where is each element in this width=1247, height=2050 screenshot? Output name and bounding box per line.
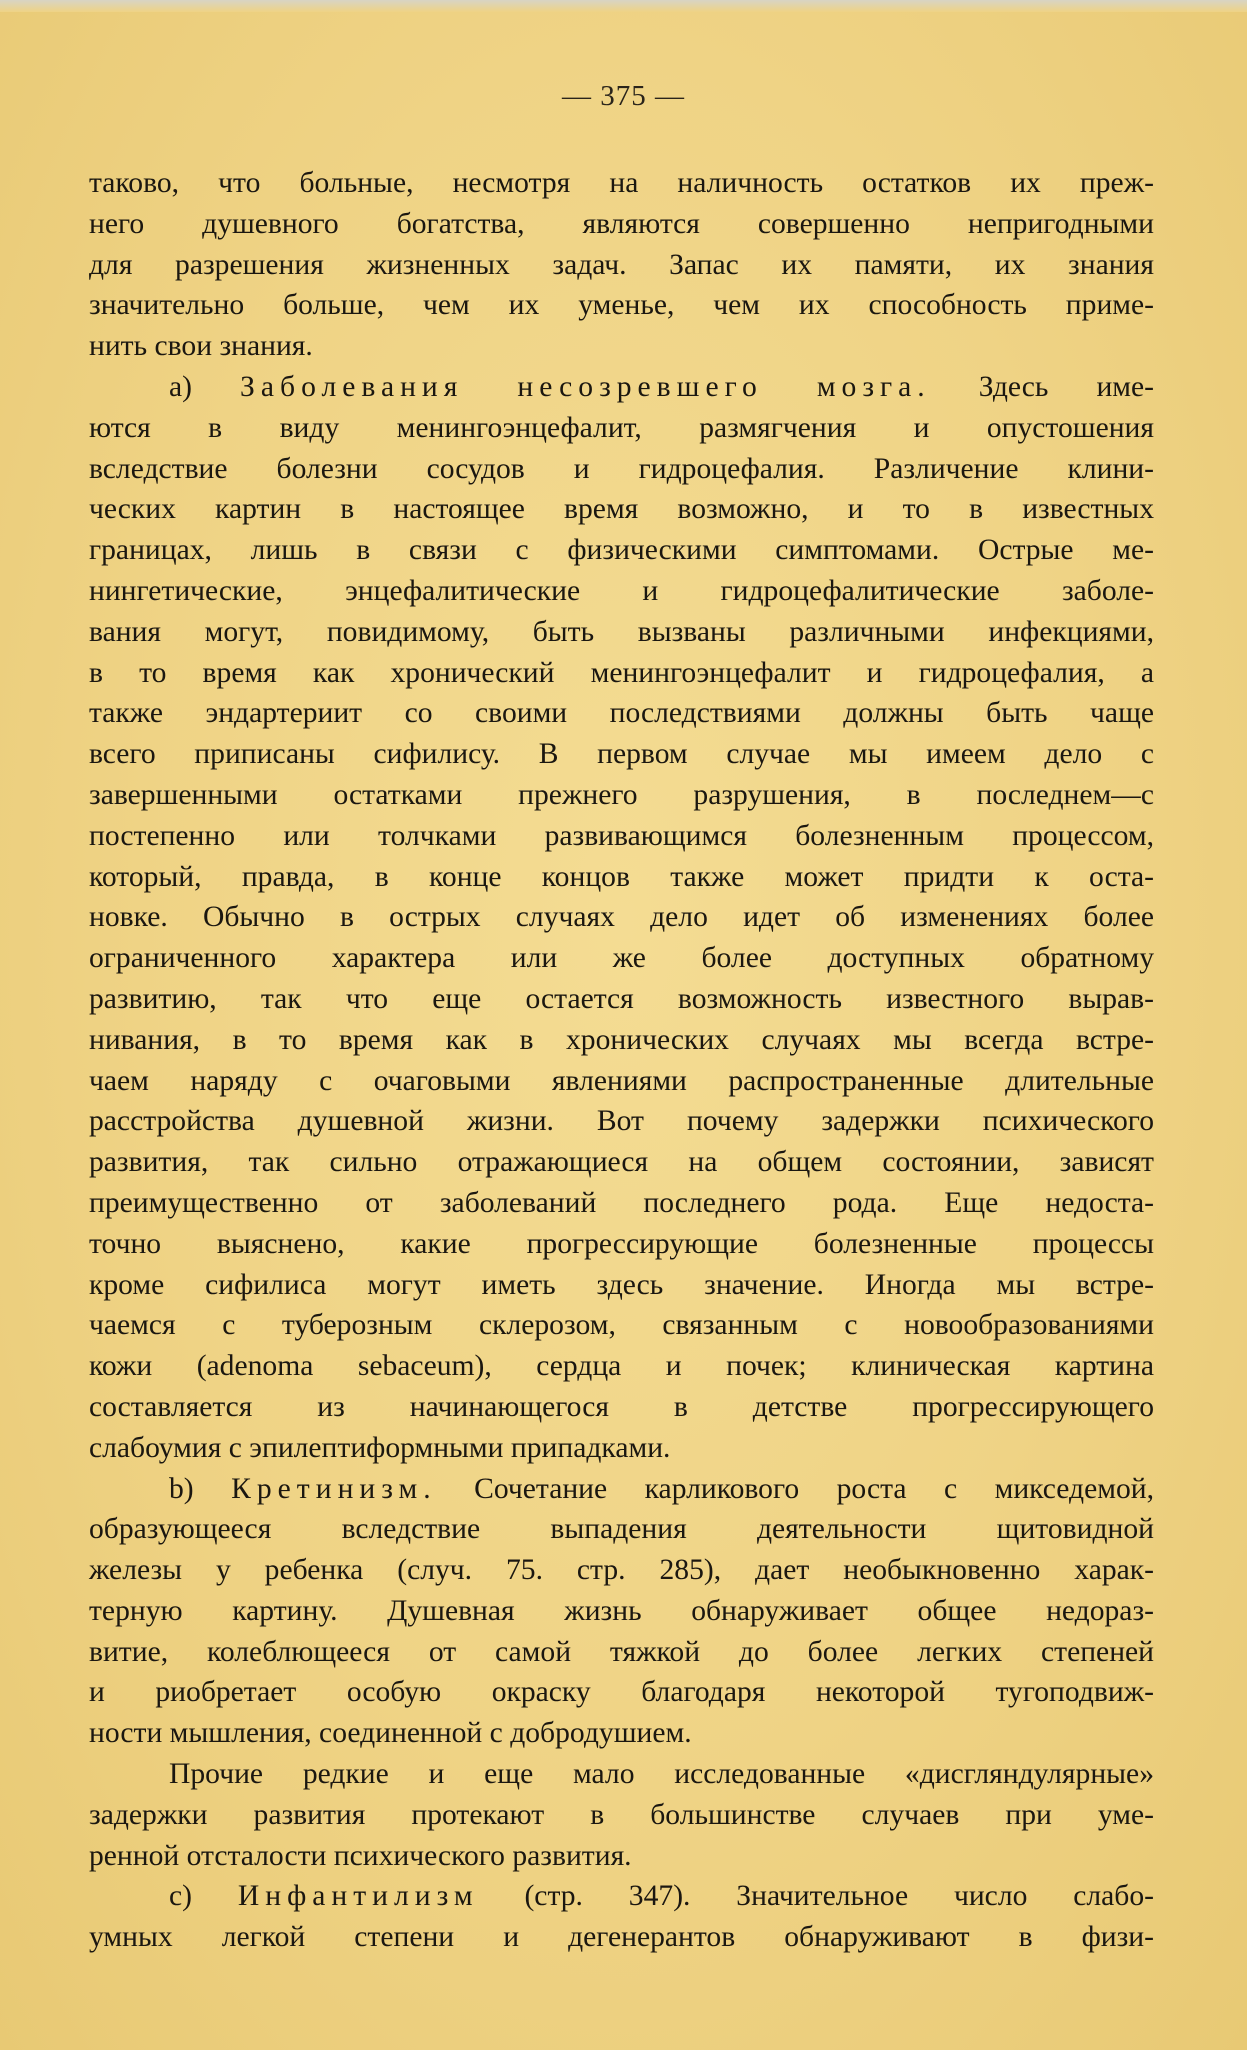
body-text: [89, 163, 1154, 1958]
text-line: в то время как хронический менингоэнцефалит и гидроцефалия, а: [89, 656, 1154, 689]
text-line: также эндартериит со своими последствиями должны быть чаще: [89, 697, 1154, 730]
section-b-heading-line: [89, 1469, 1154, 1510]
text-line: ческих картин в настоящее время возможно, и то в известных: [89, 493, 1154, 526]
text-line: который, правда, в конце концов также может придти к оста-: [89, 860, 1154, 893]
text-line: кожи (adenoma sebaceum), сердца и почек; клиническая картина: [89, 1350, 1154, 1383]
text-line: вания могут, повидимому, быть вызваны различными инфекциями,: [89, 615, 1154, 648]
text-line: развития, так сильно отражающиеся на общем состоянии, зависят: [89, 1146, 1154, 1179]
text-line: всего приписаны сифилису. В первом случае мы имеем дело с: [89, 738, 1154, 771]
text-line: чаем наряду с очаговыми явлениями распространенные длительные: [89, 1064, 1154, 1097]
section-b-text: Сочетание карликового роста с микседемой,: [436, 1472, 1154, 1505]
section-b-title: Кретинизм.: [231, 1472, 437, 1505]
text-line: витие, колеблющееся от самой тяжкой до более легких степеней: [89, 1635, 1154, 1668]
section-b-marker: b): [169, 1472, 232, 1505]
text-line: него душевного богатства, являются совершенно непригодными: [89, 207, 1154, 240]
text-line: точно выяснено, какие прогрессирующие болезненные процессы: [89, 1227, 1154, 1260]
text-line: и риобретает особую окраску благодаря некоторой тугоподвиж-: [89, 1676, 1154, 1709]
text-line: нивания, в то время как в хронических случаях мы всегда встре-: [89, 1023, 1154, 1056]
text-line: новке. Обычно в острых случаях дело идет об изменениях более: [89, 901, 1154, 934]
paragraph-start-line: Прочие редкие и еще мало исследованные «дисгляндулярные»: [169, 1758, 1154, 1791]
text-line: нингетические, энцефалитические и гидроцефалитические заболе-: [89, 574, 1154, 607]
text-line: задержки развития протекают в большинстве случаев при уме-: [89, 1798, 1154, 1831]
section-c-text: (стр. 347). Значительное число слабо-: [478, 1880, 1154, 1913]
text-line: преимущественно от заболеваний последнего рода. Еще недоста-: [89, 1186, 1154, 1219]
section-a-heading-line: [89, 367, 1154, 408]
text-line: образующееся вследствие выпадения деятельности щитовидной: [89, 1513, 1154, 1546]
section-c-marker: c): [169, 1880, 238, 1913]
text-line: расстройства душевной жизни. Вот почему задержки психического: [89, 1105, 1154, 1138]
text-line: постепенно или толчками развивающимся болезненным процессом,: [89, 819, 1154, 852]
text-line: таково, что больные, несмотря на наличность остатков их преж-: [89, 167, 1154, 199]
section-a-text: Здесь име-: [930, 370, 1155, 403]
text-line: терную картину. Душевная жизнь обнаруживает общее недораз-: [89, 1594, 1154, 1627]
text-line: кроме сифилиса могут иметь здесь значение. Иногда мы встре-: [89, 1268, 1154, 1301]
section-a-marker: a): [169, 370, 241, 403]
text-line: умных легкой степени и дегенерантов обнаруживают в физи-: [89, 1921, 1154, 1954]
text-line: ограниченного характера или же более доступных обратному: [89, 942, 1154, 975]
text-line: завершенными остатками прежнего разрушения, в последнем—с: [89, 778, 1154, 811]
text-line: ности мышления, соединенной с добродушием.: [89, 1717, 692, 1750]
section-a-title: Заболевания несозревшего мозга.: [240, 370, 931, 403]
text-line: развитию, так что еще остается возможность известного вырав-: [89, 982, 1154, 1015]
section-c-heading-line: [89, 1876, 1154, 1917]
text-line: железы у ребенка (случ. 75. стр. 285), дает необыкновенно харак-: [89, 1554, 1154, 1587]
text-line: нить свои знания.: [89, 330, 313, 363]
text-line: ренной отсталости психического развития.: [89, 1839, 632, 1872]
text-line: границах, лишь в связи с физическими симптомами. Острые ме-: [89, 534, 1154, 567]
text-line: составляется из начинающегося в детстве прогрессирующего: [89, 1390, 1154, 1423]
text-line: слабоумия с эпилептиформными припадками.: [89, 1431, 671, 1464]
page-top-edge: [0, 0, 1247, 12]
page-number: — 375 —: [562, 80, 685, 112]
text-line: для разрешения жизненных задач. Запас их памяти, их знания: [89, 248, 1154, 281]
text-line: значительно больше, чем их уменье, чем их способность приме-: [89, 289, 1154, 322]
text-line: ются в виду менингоэнцефалит, размягчения и опустошения: [89, 411, 1154, 444]
text-line: чаемся с туберозным склерозом, связанным с новообразованиями: [89, 1309, 1154, 1342]
text-line: вследствие болезни сосудов и гидроцефалия. Различение клини-: [89, 452, 1154, 485]
section-c-title: Инфантилизм: [237, 1880, 479, 1913]
